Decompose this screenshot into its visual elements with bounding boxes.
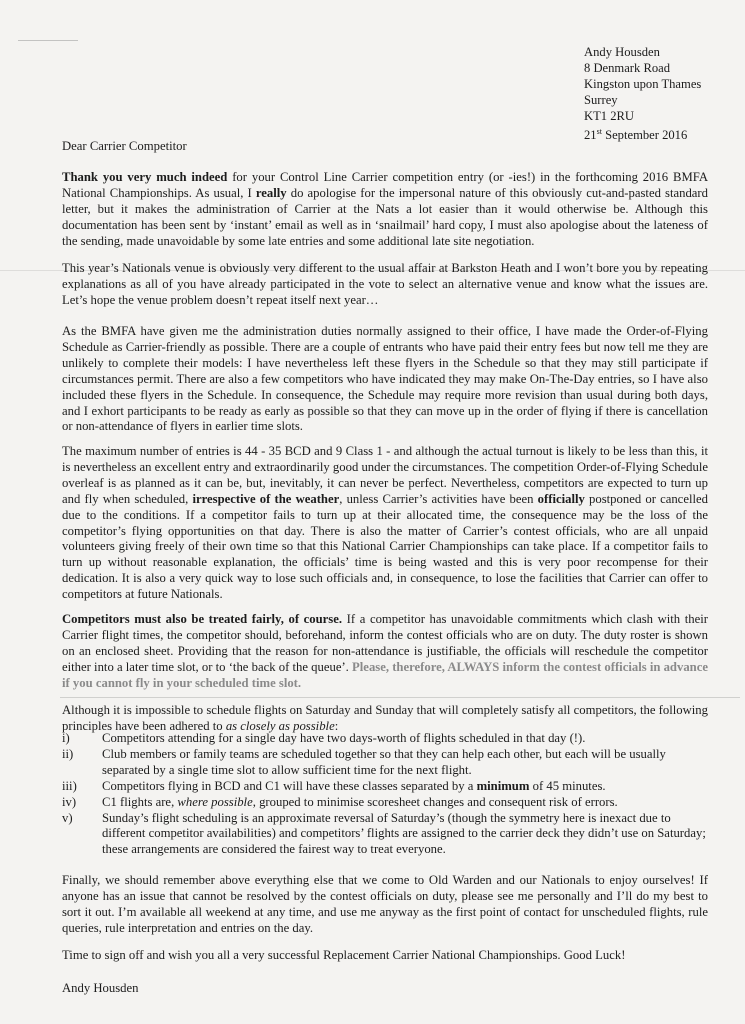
list-item: ii) Club members or family teams are scheduled together so that they can help each other, but each will be usually separated by a single time slot to allow sufficient time for the next flight.	[62, 746, 666, 777]
paragraph-venue: This year’s Nationals venue is obviously very different to the usual affair at Barkston Heath and I won’t bore you by repeating explanations as all of you have already participated in the vote to select an alternative venue and know what the issues are. Let’s hope the venue problem doesn’t repeat itself next year…	[62, 261, 708, 307]
list-item: v) Sunday’s flight scheduling is an approximate reversal of Saturday’s (though the symmetry here is inexact due to different competitor availabilities) and competitors’ flights are assigned to the carrier deck they didn’t use on Saturday; these arrangements are considered the fairest way to treat everyone.	[62, 810, 706, 857]
paragraph-thanks: Thank you very much indeed for your Control Line Carrier competition entry (or -ies!) in the forthcoming 2016 BMFA National Championships. As usual, I really do apologise for the impersonal nature of this obviously cut-and-pasted standard letter, but it makes the administration of Carrier at the Nats a lot easier than it would otherwise be. Although this documentation has been sent by ‘instant’ email as well as in ‘snailmail’ hard copy, I must also apologise about the lateness of the sending, made unavoidable by some late entries and some additional late site negotiation.	[62, 170, 709, 248]
paragraph-administration: As the BMFA have given me the administration duties normally assigned to their office, I have made the Order-of-Flying Schedule as Carrier-friendly as possible. There are a couple of entrants who have paid their entry fees but now tell me they are unlikely to complete their models: I have nevertheless left these flyers in the Schedule so that they may still participate if circumstances permit. There are also a few competitors who have indicated they may make On-The-Day entries, so I have also included these flyers in the Schedule. In consequence, the Schedule may require more revision than usual during both days, and I exhort participants to be ready as early as possible so that they can move up in the order of flying if there is cancellation or non-attendance of flyers in earlier time slots.	[62, 324, 708, 434]
sender-street: 8 Denmark Road	[584, 61, 671, 75]
paragraph-closing: Finally, we should remember above everything else that we come to Old Warden and our Nationals to enjoy ourselves! If anyone has an issue that cannot be resolved by the contest officials on duty, please see me personally and I’ll do my best to sort it out. I’m available all weekend at any time, and use me anyway as the first point of contact for unscheduled flights, rule queries, rule interpretation and entries on the day.	[62, 873, 708, 935]
sender-town: Kingston upon Thames	[584, 77, 702, 91]
sender-address	[584, 44, 701, 143]
scan-artifact-line	[60, 697, 740, 698]
paragraph-signoff: Time to sign off and wish you all a very successful Replacement Carrier National Championships. Good Luck!	[62, 948, 626, 962]
principles-list	[62, 731, 708, 858]
signature: Andy Housden	[62, 981, 139, 995]
sender-postcode: KT1 2RU	[584, 109, 635, 123]
paragraph-entries: The maximum number of entries is 44 - 35 BCD and 9 Class 1 - and although the actual turnout is likely to be less than this, it is nevertheless an excellent entry and extraordinarily good under the circumstances. The competition Order-of-Flying Schedule overleaf is as planned as it can be, but, inevitably, it can never be perfect. Nevertheless, competitors are expected to turn up and fly when scheduled, irrespective of the weather, unless Carrier’s activities have been officially postponed or cancelled due to the conditions. If a competitor fails to turn up at their allocated time, the consequence may be the loss of the competitor’s flying opportunities on that day. There is also the matter of Carrier’s contest officials, who are all unpaid volunteers giving freely of their own time so that this National Carrier Championships can take place. If a competitor fails to turn up without reasonable explanation, the officials’ time is being wasted and this is very poor recompense for their dedication. It is also a very quick way to lose such officials and, in consequence, to lose the facilities that Carrier can offer to competitors at future Nationals.	[62, 444, 709, 602]
sender-name: Andy Housden	[584, 45, 660, 59]
list-item: iii) Competitors flying in BCD and C1 will have these classes separated by a minimum of 45 minutes.	[62, 778, 606, 793]
list-item: i) Competitors attending for a single day have two days-worth of flights scheduled in that day (!).	[62, 731, 586, 745]
sender-county: Surrey	[584, 93, 618, 107]
scan-artifact-line	[18, 40, 78, 41]
paragraph-principles: Although it is impossible to schedule flights on Saturday and Sunday that will completely satisfy all competitors, the following principles have been adhered to as closely as possible:	[62, 703, 708, 733]
paragraph-fairness: Competitors must also be treated fairly, of course. If a competitor has unavoidable commitments which clash with their Carrier flight times, the competitor should, beforehand, inform the contest officials who are on duty. The duty roster is shown on an enclosed sheet. Providing that the reason for non-attendance is justifiable, the officials will reschedule the competitor either into a later time slot, or to ‘the back of the queue’. Please, therefore, ALWAYS inform the contest officials in advance if you cannot fly in your scheduled time slot.	[62, 612, 709, 690]
letter-date: 21st September 2016	[584, 127, 688, 143]
list-item: iv) C1 flights are, where possible, grouped to minimise scoresheet changes and consequent risk of errors.	[62, 794, 618, 809]
salutation: Dear Carrier Competitor	[62, 139, 187, 153]
